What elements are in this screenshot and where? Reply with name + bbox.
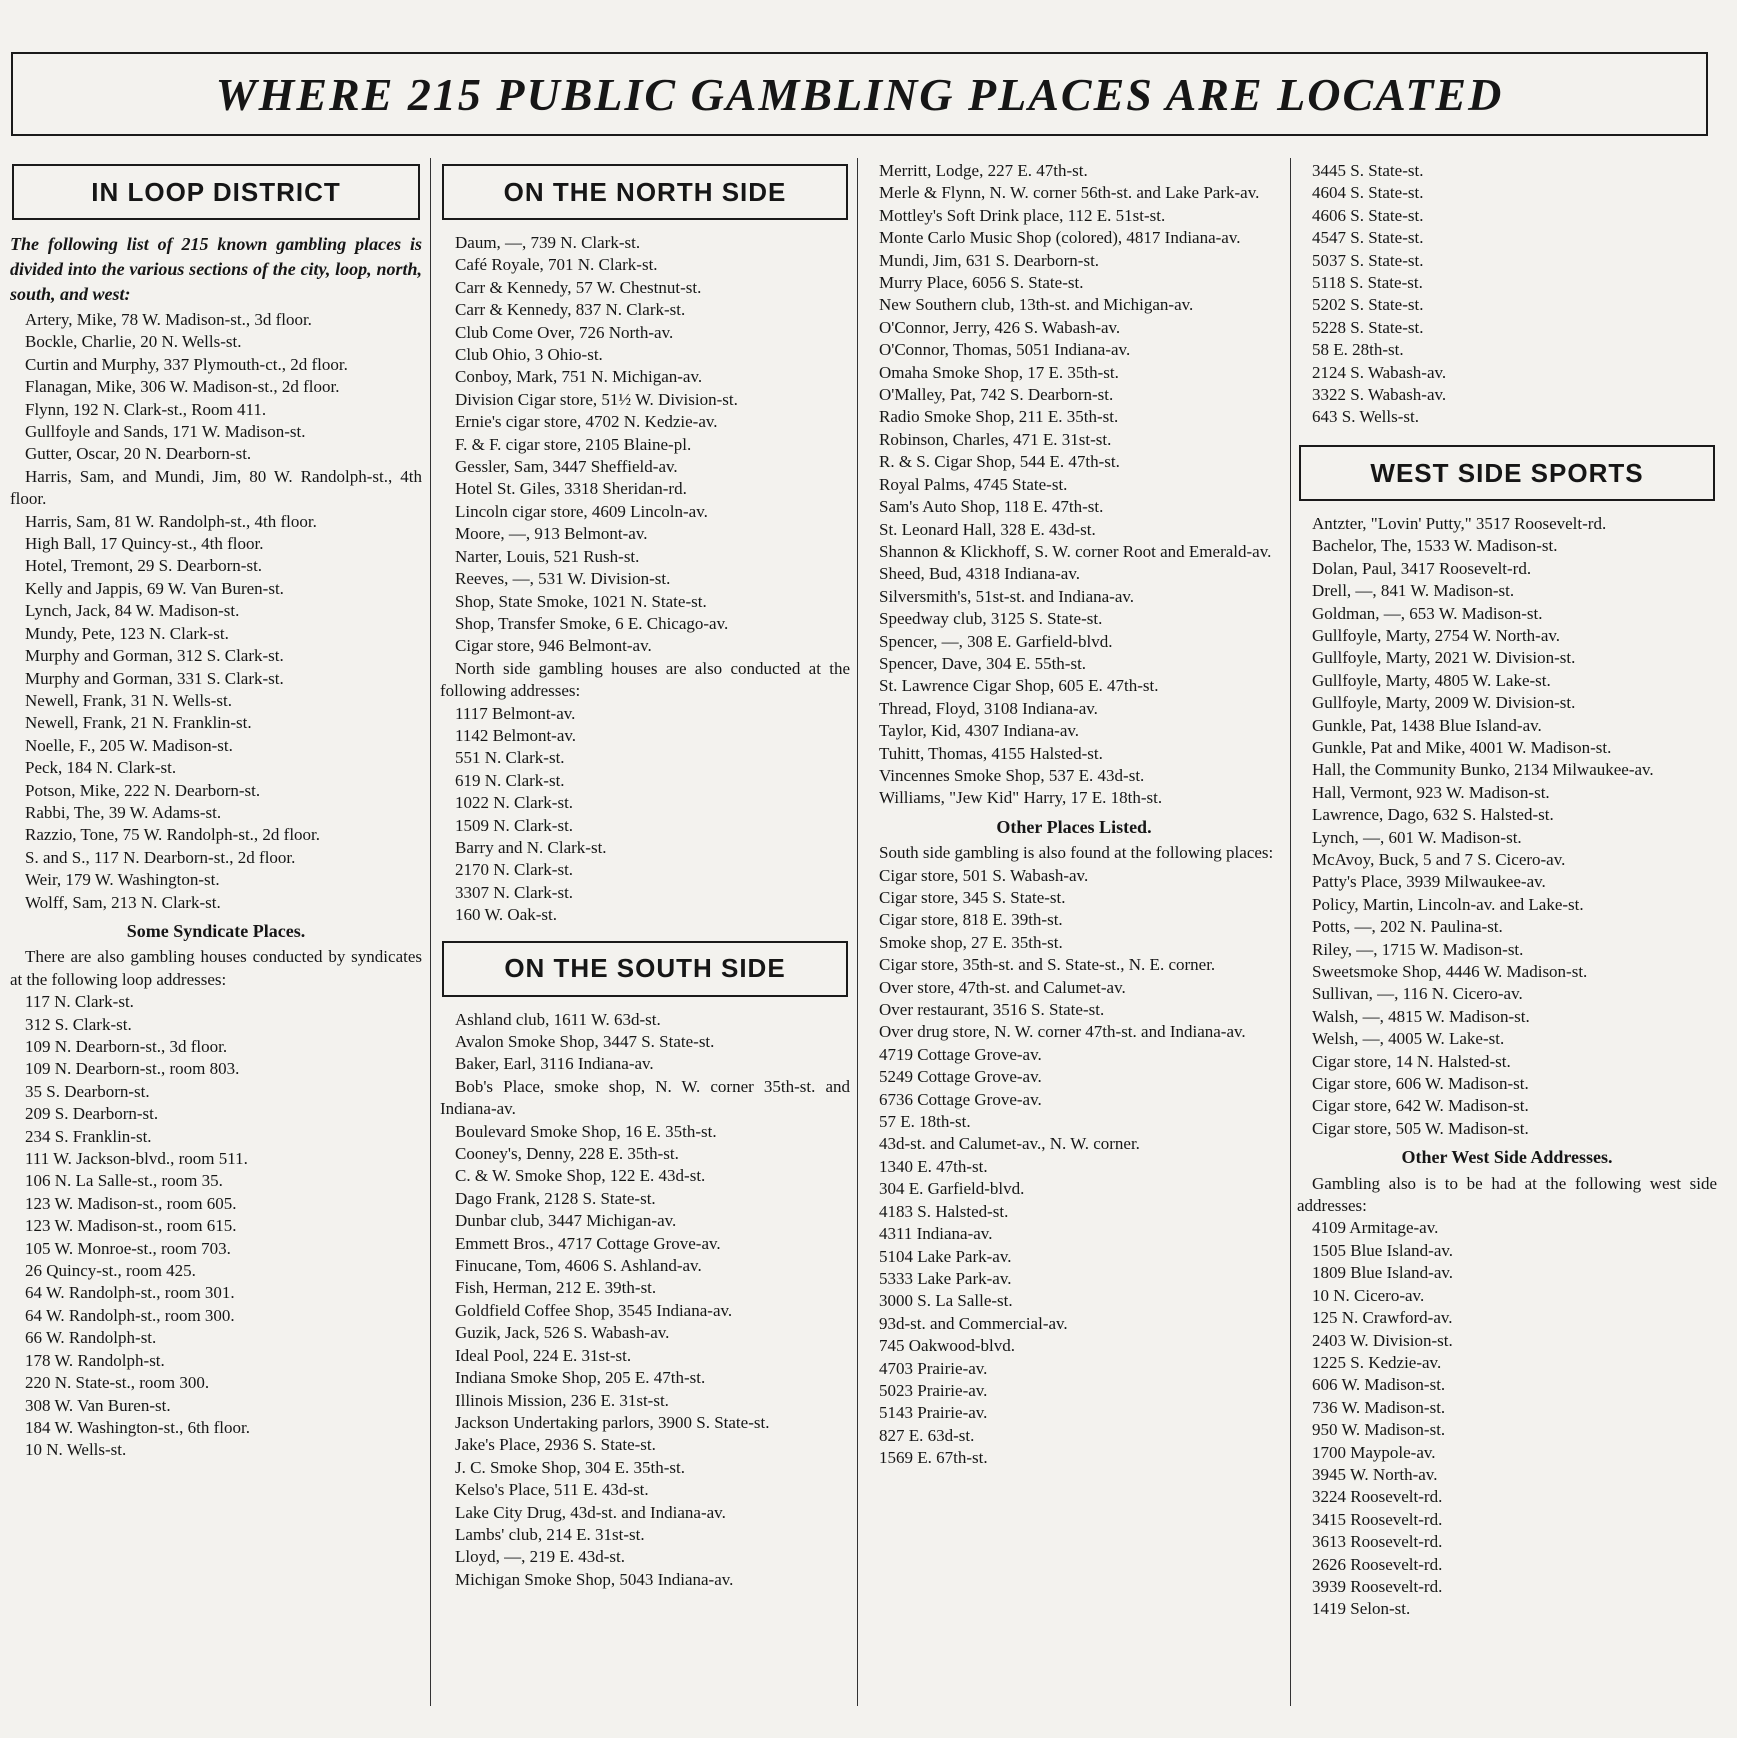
- syndicate-address-list: [10, 991, 422, 1462]
- south-address: 57 E. 18th-st.: [879, 1112, 971, 1132]
- headline: WHERE 215 PUBLIC GAMBLING PLACES ARE LOCATED: [215, 68, 1504, 120]
- north-entry: Shop, State Smoke, 1021 N. State-st.: [455, 591, 707, 611]
- south-entry: Royal Palms, 4745 State-st.: [879, 474, 1068, 494]
- south-address: 5249 Cottage Grove-av.: [879, 1067, 1042, 1087]
- syndicate-address: 111 W. Jackson-blvd., room 511.: [25, 1149, 248, 1169]
- south-address-list: [864, 1044, 1284, 1470]
- west-entry: Gullfoyle, Marty, 4805 W. Lake-st.: [1312, 670, 1551, 690]
- west-entry: Cigar store, 606 W. Madison-st.: [1312, 1074, 1529, 1094]
- south-entry: Lake City Drug, 43d-st. and Indiana-av.: [455, 1502, 726, 1522]
- south-entry: St. Leonard Hall, 328 E. 43d-st.: [879, 519, 1096, 539]
- syndicate-address: 220 N. State-st., room 300.: [25, 1373, 210, 1393]
- west-address: 125 N. Crawford-av.: [1312, 1308, 1453, 1328]
- south-entry: C. & W. Smoke Shop, 122 E. 43d-st.: [455, 1166, 706, 1186]
- west-entry: Sullivan, —, 116 N. Cicero-av.: [1312, 984, 1523, 1004]
- south-address: 745 Oakwood-blvd.: [879, 1336, 1015, 1356]
- south-entry: Guzik, Jack, 526 S. Wabash-av.: [455, 1323, 670, 1343]
- west-address: 3945 W. North-av.: [1312, 1464, 1438, 1484]
- south-entry: St. Lawrence Cigar Shop, 605 E. 47th-st.: [879, 676, 1159, 696]
- west-address: 3224 Roosevelt-rd.: [1312, 1487, 1443, 1507]
- south-entry-list: [864, 160, 1284, 810]
- syndicate-paragraph: There are also gambling houses conducted by syndicates at the following loop addresses:: [10, 947, 422, 989]
- north-entry: Café Royale, 701 N. Clark-st.: [455, 255, 658, 275]
- south-state-address: 643 S. Wells-st.: [1312, 407, 1419, 427]
- south-entry: Ideal Pool, 224 E. 31st-st.: [455, 1345, 632, 1365]
- loop-entry: Murphy and Gorman, 331 S. Clark-st.: [25, 668, 284, 688]
- south-heading-box: [442, 941, 848, 997]
- south-place: Cigar store, 35th-st. and S. State-st., N. E. corner.: [879, 955, 1216, 975]
- north-entry: Lincoln cigar store, 4609 Lincoln-av.: [455, 501, 708, 521]
- south-entry: Baker, Earl, 3116 Indiana-av.: [455, 1054, 654, 1074]
- south-entry: Dago Frank, 2128 S. State-st.: [455, 1188, 656, 1208]
- south-entry: Silversmith's, 51st-st. and Indiana-av.: [879, 586, 1135, 606]
- west-address: 1419 Selon-st.: [1312, 1599, 1411, 1619]
- loop-entry: Potson, Mike, 222 N. Dearborn-st.: [25, 780, 261, 800]
- column-rule: [430, 158, 431, 1706]
- west-entry: Gunkle, Pat and Mike, 4001 W. Madison-st.: [1312, 737, 1612, 757]
- west-entry: Gullfoyle, Marty, 2021 W. Division-st.: [1312, 648, 1576, 668]
- south-address: 1340 E. 47th-st.: [879, 1156, 988, 1176]
- west-address: 1225 S. Kedzie-av.: [1312, 1352, 1442, 1372]
- south-address: 304 E. Garfield-blvd.: [879, 1179, 1025, 1199]
- north-entry: Gessler, Sam, 3447 Sheffield-av.: [455, 457, 678, 477]
- loop-entry: Kelly and Jappis, 69 W. Van Buren-st.: [25, 578, 284, 598]
- west-address: 2403 W. Division-st.: [1312, 1330, 1453, 1350]
- north-entry: Narter, Louis, 521 Rush-st.: [455, 546, 640, 566]
- south-state-address: 3445 S. State-st.: [1312, 161, 1424, 180]
- syndicate-address: 123 W. Madison-st., room 615.: [25, 1216, 237, 1236]
- north-entry: Club Ohio, 3 Ohio-st.: [455, 345, 603, 365]
- loop-entry: Wolff, Sam, 213 N. Clark-st.: [25, 892, 221, 912]
- column-rule: [857, 158, 858, 1706]
- syndicate-address: 64 W. Randolph-st., room 300.: [25, 1305, 235, 1325]
- loop-entry: Mundy, Pete, 123 N. Clark-st.: [25, 623, 229, 643]
- loop-entry: Gullfoyle and Sands, 171 W. Madison-st.: [25, 422, 306, 442]
- loop-entry: Harris, Sam, 81 W. Randolph-st., 4th floor.: [25, 511, 317, 531]
- south-place-list: [864, 865, 1284, 1044]
- syndicate-address: 10 N. Wells-st.: [25, 1440, 127, 1460]
- south-address: 5023 Prairie-av.: [879, 1380, 988, 1400]
- south-place: Over store, 47th-st. and Calumet-av.: [879, 977, 1126, 997]
- north-entry: Carr & Kennedy, 57 W. Chestnut-st.: [455, 277, 702, 297]
- loop-entry-list: [10, 309, 422, 914]
- north-address: 1509 N. Clark-st.: [455, 815, 574, 835]
- south-place: Cigar store, 345 S. State-st.: [879, 888, 1066, 907]
- south-entry: Speedway club, 3125 S. State-st.: [879, 609, 1103, 629]
- south-entry: Tuhitt, Thomas, 4155 Halsted-st.: [879, 743, 1103, 763]
- west-entry: Sweetsmoke Shop, 4446 W. Madison-st.: [1312, 962, 1588, 981]
- south-entry: Finucane, Tom, 4606 S. Ashland-av.: [455, 1256, 702, 1276]
- south-entry: Fish, Herman, 212 E. 39th-st.: [455, 1278, 657, 1298]
- south-entry: Taylor, Kid, 4307 Indiana-av.: [879, 721, 1080, 741]
- north-entry: Moore, —, 913 Belmont-av.: [455, 524, 648, 544]
- north-entry: Conboy, Mark, 751 N. Michigan-av.: [455, 367, 703, 387]
- loop-entry: Bockle, Charlie, 20 N. Wells-st.: [25, 332, 242, 352]
- syndicate-address: 64 W. Randolph-st., room 301.: [25, 1283, 235, 1303]
- west-heading: WEST SIDE SPORTS: [1370, 457, 1644, 488]
- north-entry: Club Come Over, 726 North-av.: [455, 322, 674, 342]
- south-entry: Lambs' club, 214 E. 31st-st.: [455, 1524, 645, 1544]
- south-entry: Shannon & Klickhoff, S. W. corner Root and Emerald-av.: [879, 541, 1272, 561]
- south-address: 93d-st. and Commercial-av.: [879, 1313, 1068, 1333]
- south-entry: Dunbar club, 3447 Michigan-av.: [455, 1211, 677, 1231]
- column-west: [1297, 160, 1717, 1720]
- south-place: Smoke shop, 27 E. 35th-st.: [879, 932, 1063, 952]
- loop-entry: Newell, Frank, 21 N. Franklin-st.: [25, 713, 252, 733]
- west-address-list: [1297, 1217, 1717, 1620]
- syndicate-address: 35 S. Dearborn-st.: [25, 1081, 150, 1101]
- south-entry: Spencer, Dave, 304 E. 55th-st.: [879, 653, 1087, 673]
- south-state-address: 5037 S. State-st.: [1312, 250, 1424, 270]
- south-entry: New Southern club, 13th-st. and Michigan-av.: [879, 295, 1194, 315]
- west-address: 3415 Roosevelt-rd.: [1312, 1509, 1443, 1529]
- west-entry-list: [1297, 513, 1717, 1140]
- south-address: 4183 S. Halsted-st.: [879, 1201, 1009, 1221]
- loop-entry: Lynch, Jack, 84 W. Madison-st.: [25, 601, 240, 621]
- north-entry: Cigar store, 946 Belmont-av.: [455, 636, 652, 656]
- south-address: 4311 Indiana-av.: [879, 1224, 993, 1244]
- south-state-address: 4606 S. State-st.: [1312, 205, 1424, 225]
- south-entry: Lloyd, —, 219 E. 43d-st.: [455, 1547, 625, 1567]
- south-entry: Murry Place, 6056 S. State-st.: [879, 273, 1084, 293]
- south-heading: ON THE SOUTH SIDE: [504, 953, 786, 984]
- south-entry: O'Connor, Jerry, 426 S. Wabash-av.: [879, 317, 1121, 337]
- south-entry: Merle & Flynn, N. W. corner 56th-st. and Lake Park-av.: [879, 183, 1260, 203]
- south-address: 5333 Lake Park-av.: [879, 1268, 1012, 1288]
- south-entry: J. C. Smoke Shop, 304 E. 35th-st.: [455, 1457, 685, 1477]
- column-north-south: [440, 160, 850, 1720]
- south-entry: Monte Carlo Music Shop (colored), 4817 Indiana-av.: [879, 228, 1241, 248]
- west-entry: Walsh, —, 4815 W. Madison-st.: [1312, 1006, 1530, 1026]
- north-entry: Ernie's cigar store, 4702 N. Kedzie-av.: [455, 412, 718, 432]
- north-address: 1142 Belmont-av.: [455, 725, 577, 745]
- loop-entry: Peck, 184 N. Clark-st.: [25, 758, 177, 778]
- north-entry: Daum, —, 739 N. Clark-st.: [455, 233, 641, 252]
- loop-entry: Noelle, F., 205 W. Madison-st.: [25, 735, 233, 755]
- west-entry: Antzter, "Lovin' Putty," 3517 Roosevelt-rd.: [1312, 513, 1607, 533]
- west-address: 3613 Roosevelt-rd.: [1312, 1532, 1443, 1552]
- headline-box: [11, 52, 1708, 136]
- west-entry: Potts, —, 202 N. Paulina-st.: [1312, 917, 1503, 937]
- north-heading: ON THE NORTH SIDE: [503, 176, 787, 207]
- west-entry: Gullfoyle, Marty, 2009 W. Division-st.: [1312, 693, 1576, 713]
- west-heading-box: [1299, 445, 1715, 501]
- west-entry: Lynch, —, 601 W. Madison-st.: [1312, 827, 1522, 847]
- west-address: 3939 Roosevelt-rd.: [1312, 1576, 1443, 1596]
- south-address: 1569 E. 67th-st.: [879, 1448, 988, 1468]
- syndicate-address: 117 N. Clark-st.: [25, 992, 134, 1012]
- loop-entry: Murphy and Gorman, 312 S. Clark-st.: [25, 646, 284, 666]
- south-address: 3000 S. La Salle-st.: [879, 1291, 1013, 1311]
- loop-entry: Newell, Frank, 31 N. Wells-st.: [25, 690, 233, 710]
- north-address: 1117 Belmont-av.: [455, 703, 576, 723]
- syndicate-address: 109 N. Dearborn-st., 3d floor.: [25, 1037, 228, 1056]
- west-entry: Policy, Martin, Lincoln-av. and Lake-st.: [1312, 894, 1584, 914]
- west-entry: Bachelor, The, 1533 W. Madison-st.: [1312, 536, 1558, 556]
- south-address: 6736 Cottage Grove-av.: [879, 1089, 1042, 1109]
- west-entry: Welsh, —, 4005 W. Lake-st.: [1312, 1029, 1505, 1049]
- loop-entry: Gutter, Oscar, 20 N. Dearborn-st.: [25, 444, 252, 464]
- syndicate-address: 312 S. Clark-st.: [25, 1014, 132, 1034]
- south-entry: Bob's Place, smoke shop, N. W. corner 35th-st. and Indiana-av.: [440, 1076, 850, 1119]
- south-entry: Sam's Auto Shop, 118 E. 47th-st.: [879, 497, 1104, 517]
- loop-entry: Rabbi, The, 39 W. Adams-st.: [25, 802, 222, 822]
- south-entry: Sheed, Bud, 4318 Indiana-av.: [879, 564, 1080, 584]
- west-entry: Patty's Place, 3939 Milwaukee-av.: [1312, 872, 1546, 892]
- syndicate-address: 308 W. Van Buren-st.: [25, 1395, 171, 1415]
- south-entry: Emmett Bros., 4717 Cottage Grove-av.: [455, 1233, 721, 1253]
- south-address: 5104 Lake Park-av.: [879, 1246, 1012, 1266]
- west-entry: Hall, Vermont, 923 W. Madison-st.: [1312, 782, 1550, 802]
- south-address: 43d-st. and Calumet-av., N. W. corner.: [879, 1134, 1140, 1154]
- south-entry: O'Connor, Thomas, 5051 Indiana-av.: [879, 340, 1131, 360]
- syndicate-address: 106 N. La Salle-st., room 35.: [25, 1171, 223, 1191]
- south-address: 827 E. 63d-st.: [879, 1425, 975, 1445]
- west-entry: Gunkle, Pat, 1438 Blue Island-av.: [1312, 715, 1542, 735]
- column-south-continued: [864, 160, 1284, 1720]
- syndicate-address: 234 S. Franklin-st.: [25, 1126, 152, 1146]
- west-addresses-heading: Other West Side Addresses.: [1401, 1147, 1613, 1168]
- syndicate-address: 105 W. Monroe-st., room 703.: [25, 1238, 231, 1258]
- north-entry-list: [440, 232, 850, 658]
- column-rule: [1290, 158, 1291, 1706]
- south-entry: Jackson Undertaking parlors, 3900 S. State-st.: [455, 1412, 770, 1432]
- south-entry-list: [440, 1009, 850, 1592]
- north-paragraph: North side gambling houses are also conducted at the following addresses:: [440, 658, 850, 701]
- south-entry: Mottley's Soft Drink place, 112 E. 51st-st.: [879, 205, 1166, 225]
- south-state-address-list: [1297, 160, 1717, 429]
- south-entry: Goldfield Coffee Shop, 3545 Indiana-av.: [455, 1300, 733, 1320]
- south-entry: Avalon Smoke Shop, 3447 S. State-st.: [455, 1032, 715, 1051]
- other-places-heading: Other Places Listed.: [996, 816, 1152, 837]
- north-address: 2170 N. Clark-st.: [455, 860, 574, 880]
- south-entry: Vincennes Smoke Shop, 537 E. 43d-st.: [879, 765, 1145, 785]
- south-entry: O'Malley, Pat, 742 S. Dearborn-st.: [879, 385, 1114, 405]
- loop-entry: Flanagan, Mike, 306 W. Madison-st., 2d floor.: [25, 377, 340, 397]
- south-place: Cigar store, 818 E. 39th-st.: [879, 910, 1063, 930]
- south-entry: Spencer, —, 308 E. Garfield-blvd.: [879, 631, 1113, 651]
- syndicate-address: 66 W. Randolph-st.: [25, 1328, 157, 1348]
- south-state-address: 58 E. 28th-st.: [1312, 340, 1404, 360]
- south-place: Over restaurant, 3516 S. State-st.: [879, 1000, 1105, 1020]
- west-entry: Goldman, —, 653 W. Madison-st.: [1312, 603, 1543, 623]
- south-state-address: 4547 S. State-st.: [1312, 228, 1424, 248]
- south-state-address: 5202 S. State-st.: [1312, 295, 1424, 315]
- west-address: 1700 Maypole-av.: [1312, 1442, 1436, 1462]
- west-paragraph: Gambling also is to be had at the following west side addresses:: [1297, 1173, 1717, 1216]
- north-entry: Division Cigar store, 51½ W. Division-st.: [455, 389, 738, 409]
- west-entry: Riley, —, 1715 W. Madison-st.: [1312, 939, 1524, 959]
- syndicate-address: 26 Quincy-st., room 425.: [25, 1261, 196, 1281]
- south-address: 4703 Prairie-av.: [879, 1358, 988, 1378]
- south-state-address: 5228 S. State-st.: [1312, 317, 1424, 337]
- syndicate-address: 209 S. Dearborn-st.: [25, 1104, 159, 1124]
- north-entry: Shop, Transfer Smoke, 6 E. Chicago-av.: [455, 613, 729, 633]
- south-entry: Boulevard Smoke Shop, 16 E. 35th-st.: [455, 1121, 717, 1141]
- south-entry: Illinois Mission, 236 E. 31st-st.: [455, 1390, 669, 1410]
- north-entry: F. & F. cigar store, 2105 Blaine-pl.: [455, 434, 692, 454]
- south-address: 5143 Prairie-av.: [879, 1403, 988, 1423]
- south-entry: Williams, "Jew Kid" Harry, 17 E. 18th-st.: [879, 788, 1163, 808]
- syndicate-address: 123 W. Madison-st., room 605.: [25, 1193, 237, 1213]
- west-entry: Dolan, Paul, 3417 Roosevelt-rd.: [1312, 558, 1532, 578]
- south-entry: Merritt, Lodge, 227 E. 47th-st.: [879, 161, 1088, 180]
- south-entry: Mundi, Jim, 631 S. Dearborn-st.: [879, 250, 1100, 270]
- south-address: 4719 Cottage Grove-av.: [879, 1044, 1042, 1064]
- west-address: 10 N. Cicero-av.: [1312, 1285, 1425, 1305]
- loop-heading-box: [12, 164, 420, 220]
- syndicate-heading: Some Syndicate Places.: [126, 920, 306, 941]
- west-address: 4109 Armitage-av.: [1312, 1218, 1439, 1238]
- south-entry: R. & S. Cigar Shop, 544 E. 47th-st.: [879, 452, 1120, 472]
- intro-paragraph: The following list of 215 known gambling places is divided into the various sections of the city, loop, north, south, and west:: [10, 234, 422, 304]
- south-entry: Ashland club, 1611 W. 63d-st.: [455, 1009, 661, 1029]
- north-address-list: [440, 703, 850, 927]
- north-entry: Carr & Kennedy, 837 N. Clark-st.: [455, 300, 686, 320]
- other-places-paragraph: South side gambling is also found at the following places:: [879, 843, 1274, 863]
- loop-entry: Flynn, 192 N. Clark-st., Room 411.: [25, 399, 267, 419]
- south-entry: Indiana Smoke Shop, 205 E. 47th-st.: [455, 1368, 706, 1388]
- north-address: 1022 N. Clark-st.: [455, 793, 574, 813]
- syndicate-address: 178 W. Randolph-st.: [25, 1350, 165, 1370]
- west-entry: McAvoy, Buck, 5 and 7 S. Cicero-av.: [1312, 849, 1566, 869]
- north-address: 619 N. Clark-st.: [455, 770, 565, 790]
- north-address: 160 W. Oak-st.: [455, 905, 557, 925]
- west-entry: Hall, the Community Bunko, 2134 Milwaukee-av.: [1312, 760, 1654, 780]
- south-entry: Omaha Smoke Shop, 17 E. 35th-st.: [879, 362, 1119, 382]
- west-address: 1809 Blue Island-av.: [1312, 1263, 1454, 1283]
- loop-entry: High Ball, 17 Quincy-st., 4th floor.: [25, 534, 264, 554]
- syndicate-address: 109 N. Dearborn-st., room 803.: [25, 1059, 240, 1079]
- west-address: 950 W. Madison-st.: [1312, 1420, 1446, 1440]
- loop-entry: Razzio, Tone, 75 W. Randolph-st., 2d floor.: [25, 825, 321, 845]
- south-entry: Jake's Place, 2936 S. State-st.: [455, 1435, 656, 1455]
- west-address: 2626 Roosevelt-rd.: [1312, 1554, 1443, 1574]
- south-entry: Michigan Smoke Shop, 5043 Indiana-av.: [455, 1569, 734, 1589]
- west-entry: Cigar store, 642 W. Madison-st.: [1312, 1096, 1529, 1116]
- south-place: Cigar store, 501 S. Wabash-av.: [879, 865, 1089, 885]
- north-address: 3307 N. Clark-st.: [455, 882, 574, 902]
- west-entry: Drell, —, 841 W. Madison-st.: [1312, 581, 1515, 601]
- north-entry: Reeves, —, 531 W. Division-st.: [455, 569, 671, 589]
- loop-entry: S. and S., 117 N. Dearborn-st., 2d floor.: [25, 847, 296, 867]
- loop-heading: IN LOOP DISTRICT: [91, 176, 341, 207]
- loop-entry: Curtin and Murphy, 337 Plymouth-ct., 2d floor.: [25, 354, 348, 374]
- south-entry: Radio Smoke Shop, 211 E. 35th-st.: [879, 407, 1119, 427]
- loop-entry: Artery, Mike, 78 W. Madison-st., 3d floor.: [25, 310, 312, 329]
- south-state-address: 4604 S. State-st.: [1312, 183, 1424, 203]
- loop-entry: Hotel, Tremont, 29 S. Dearborn-st.: [25, 556, 263, 576]
- west-entry: Gullfoyle, Marty, 2754 W. North-av.: [1312, 625, 1561, 645]
- west-entry: Cigar store, 14 N. Halsted-st.: [1312, 1051, 1511, 1071]
- loop-entry: Harris, Sam, and Mundi, Jim, 80 W. Randolph-st., 4th floor.: [10, 466, 422, 509]
- west-address: 1505 Blue Island-av.: [1312, 1240, 1454, 1260]
- south-entry: Robinson, Charles, 471 E. 31st-st.: [879, 429, 1112, 449]
- north-heading-box: [442, 164, 848, 220]
- north-address: Barry and N. Clark-st.: [455, 837, 607, 857]
- loop-entry: Weir, 179 W. Washington-st.: [25, 870, 220, 890]
- south-state-address: 2124 S. Wabash-av.: [1312, 362, 1447, 382]
- west-address: 606 W. Madison-st.: [1312, 1375, 1446, 1395]
- south-entry: Cooney's, Denny, 228 E. 35th-st.: [455, 1144, 679, 1164]
- column-loop: [10, 160, 422, 1720]
- south-state-address: 3322 S. Wabash-av.: [1312, 385, 1447, 405]
- south-state-address: 5118 S. State-st.: [1312, 273, 1423, 293]
- south-place: Over drug store, N. W. corner 47th-st. and Indiana-av.: [879, 1022, 1246, 1042]
- syndicate-address: 184 W. Washington-st., 6th floor.: [25, 1417, 250, 1437]
- south-entry: Kelso's Place, 511 E. 43d-st.: [455, 1480, 649, 1500]
- west-entry: Cigar store, 505 W. Madison-st.: [1312, 1118, 1529, 1138]
- north-address: 551 N. Clark-st.: [455, 748, 565, 768]
- south-entry: Thread, Floyd, 3108 Indiana-av.: [879, 698, 1098, 718]
- north-entry: Hotel St. Giles, 3318 Sheridan-rd.: [455, 479, 687, 499]
- west-address: 736 W. Madison-st.: [1312, 1397, 1446, 1417]
- west-entry: Lawrence, Dago, 632 S. Halsted-st.: [1312, 805, 1554, 825]
